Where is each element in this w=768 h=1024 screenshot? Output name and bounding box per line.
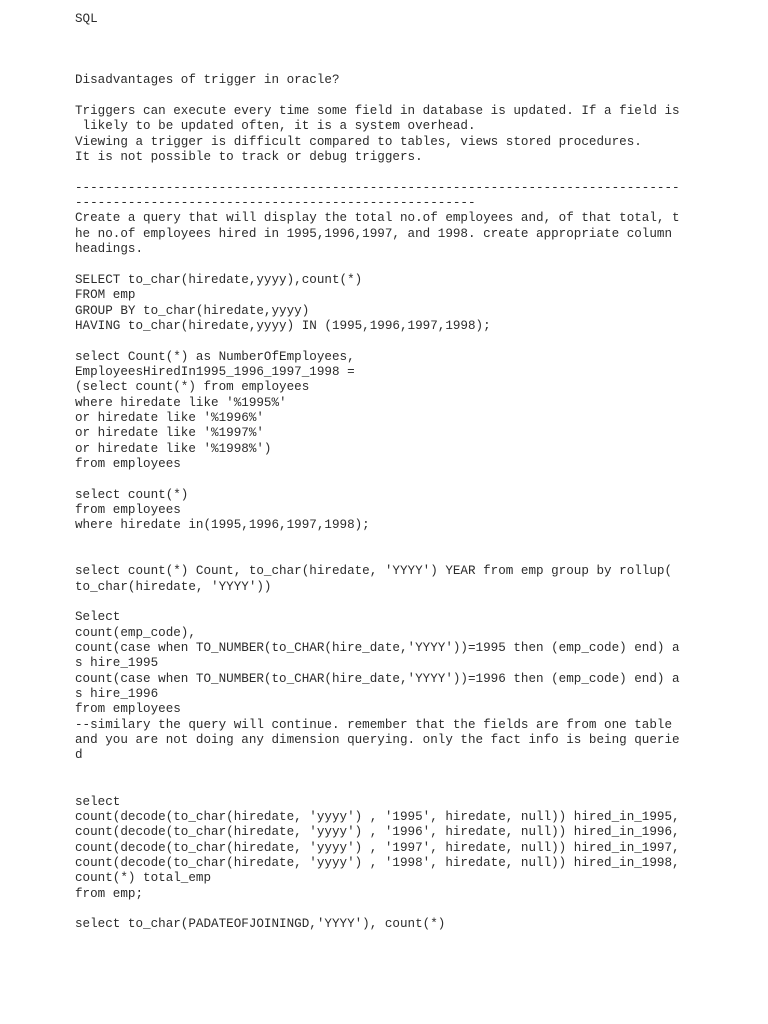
- code-line: count(*) total_emp: [75, 871, 212, 886]
- answer-text-line: It is not possible to track or debug triggers.: [75, 150, 423, 165]
- code-line: from employees: [75, 702, 181, 717]
- question-heading: Disadvantages of trigger in oracle?: [75, 73, 340, 88]
- code-line: s hire_1996: [75, 687, 159, 702]
- question-prompt-line: he no.of employees hired in 1995,1996,1997, and 1998. create appropriate column: [75, 226, 673, 241]
- code-line: select count(*): [75, 487, 189, 502]
- code-line: count(emp_code),: [75, 625, 196, 640]
- code-line: count(decode(to_char(hiredate, 'yyyy') , '1996', hiredate, null)) hired_in_1996,: [75, 825, 680, 840]
- code-line: select Count(*) as NumberOfEmployees,: [75, 349, 355, 364]
- spacer: [75, 595, 675, 610]
- code-line: select count(*) Count, to_char(hiredate, 'YYYY') YEAR from emp group by rollup(: [75, 564, 673, 579]
- spacer: [75, 257, 675, 272]
- code-line: FROM emp: [75, 288, 136, 303]
- spacer: [75, 334, 675, 349]
- answer-text-line: Viewing a trigger is difficult compared to tables, views stored procedures.: [75, 134, 642, 149]
- code-line: from emp;: [75, 886, 144, 901]
- code-line: Select: [75, 610, 121, 625]
- code-line: EmployeesHiredIn1995_1996_1997_1998 =: [75, 364, 355, 379]
- code-line: select: [75, 794, 121, 809]
- spacer: [75, 472, 675, 487]
- question-prompt-line: headings.: [75, 242, 144, 257]
- code-line: where hiredate in(1995,1996,1997,1998);: [75, 518, 370, 533]
- comment-line: d: [75, 748, 83, 763]
- code-line: count(decode(to_char(hiredate, 'yyyy') , '1998', hiredate, null)) hired_in_1998,: [75, 855, 680, 870]
- comment-line: --similary the query will continue. remember that the fields are from one table: [75, 717, 673, 732]
- answer-text-line: Triggers can execute every time some field in database is updated. If a field is: [75, 104, 680, 119]
- answer-text-line: likely to be updated often, it is a system overhead.: [75, 119, 476, 134]
- spacer: [75, 89, 675, 104]
- spacer: [75, 534, 675, 565]
- code-line: to_char(hiredate, 'YYYY')): [75, 579, 272, 594]
- spacer: [75, 902, 675, 917]
- code-line: count(case when TO_NUMBER(to_CHAR(hire_date,'YYYY'))=1996 then (emp_code) end) a: [75, 671, 680, 686]
- code-line: or hiredate like '%1998%'): [75, 441, 272, 456]
- code-line: or hiredate like '%1996%': [75, 410, 264, 425]
- code-line: count(decode(to_char(hiredate, 'yyyy') , '1995', hiredate, null)) hired_in_1995,: [75, 809, 680, 824]
- comment-line: and you are not doing any dimension querying. only the fact info is being querie: [75, 733, 680, 748]
- code-line: GROUP BY to_char(hiredate,yyyy): [75, 303, 310, 318]
- spacer: [75, 165, 675, 180]
- code-line: SELECT to_char(hiredate,yyyy),count(*): [75, 272, 363, 287]
- code-line: HAVING to_char(hiredate,yyyy) IN (1995,1996,1997,1998);: [75, 318, 491, 333]
- spacer: [75, 764, 675, 795]
- code-line: count(decode(to_char(hiredate, 'yyyy') , '1997', hiredate, null)) hired_in_1997,: [75, 840, 680, 855]
- code-line: s hire_1995: [75, 656, 159, 671]
- separator-line: -----------------------------------------------------: [75, 196, 476, 211]
- code-line: from employees: [75, 502, 181, 517]
- code-line: count(case when TO_NUMBER(to_CHAR(hire_date,'YYYY'))=1995 then (emp_code) end) a: [75, 641, 680, 656]
- document-page: [75, 12, 680, 933]
- code-line: where hiredate like '%1995%': [75, 395, 287, 410]
- separator-line: --------------------------------------------------------------------------------: [75, 180, 680, 195]
- document-title: SQL: [75, 12, 98, 26]
- code-line: from employees: [75, 456, 181, 471]
- code-line: (select count(*) from employees: [75, 380, 310, 395]
- code-line: or hiredate like '%1997%': [75, 426, 264, 441]
- question-prompt-line: Create a query that will display the total no.of employees and, of that total, t: [75, 211, 680, 226]
- code-line: select to_char(PADATEOFJOININGD,'YYYY'), count(*): [75, 917, 446, 932]
- spacer: [75, 27, 675, 73]
